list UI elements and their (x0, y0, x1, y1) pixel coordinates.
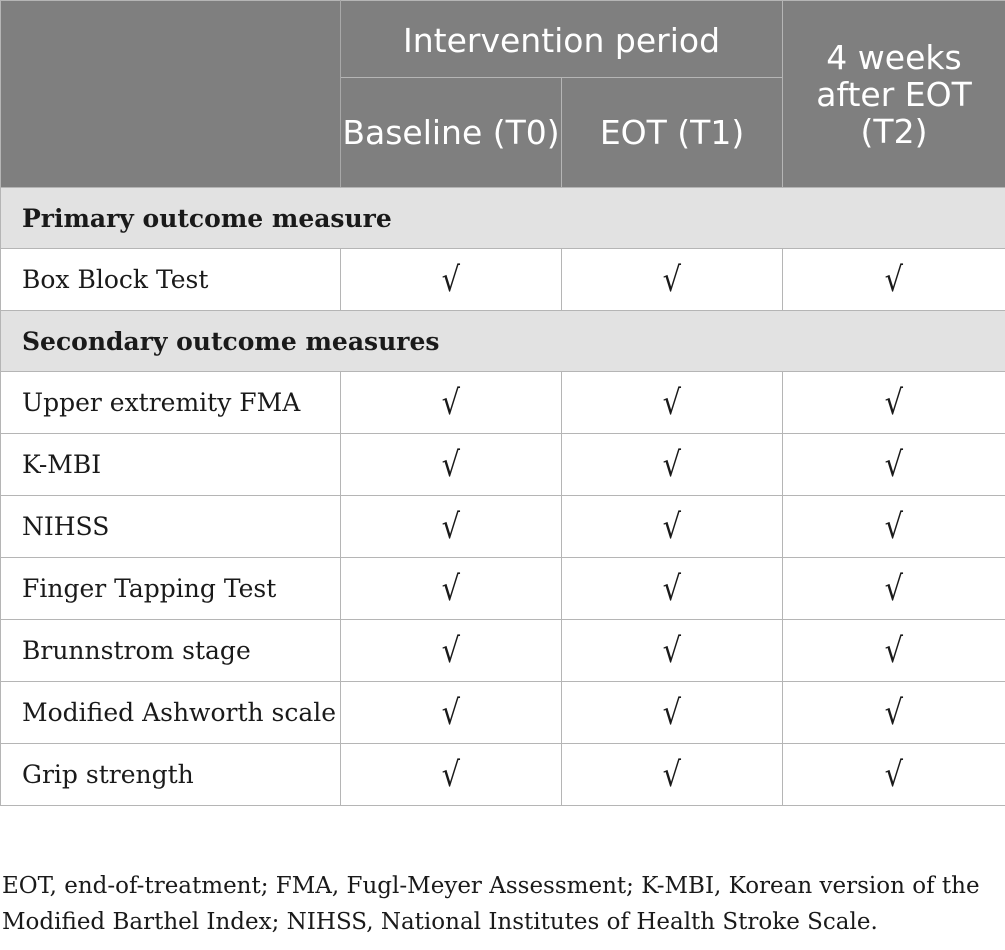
check-mark-t1: √ (562, 558, 783, 620)
check-mark-t2: √ (783, 558, 1005, 620)
table-row (1, 620, 1005, 682)
eot-header: EOT (T1) (562, 78, 783, 188)
header-corner-cell (1, 1, 341, 188)
check-mark-t2: √ (783, 434, 1005, 496)
check-mark-t1: √ (562, 434, 783, 496)
check-mark-t2: √ (783, 372, 1005, 434)
section-row-secondary (1, 311, 1005, 372)
check-mark-t1: √ (562, 372, 783, 434)
table-row (1, 744, 1005, 806)
check-mark-t1: √ (562, 682, 783, 744)
measure-label: Finger Tapping Test (1, 558, 341, 620)
check-mark-t2: √ (783, 620, 1005, 682)
check-mark-t2: √ (783, 744, 1005, 806)
measure-label: K-MBI (1, 434, 341, 496)
check-mark-t0: √ (341, 558, 562, 620)
check-mark-t0: √ (341, 620, 562, 682)
check-mark-t1: √ (562, 744, 783, 806)
section-title: Secondary outcome measures (1, 311, 1005, 372)
check-mark-t2: √ (783, 682, 1005, 744)
check-mark-t2: √ (783, 249, 1005, 311)
check-mark-t0: √ (341, 434, 562, 496)
check-mark-t0: √ (341, 682, 562, 744)
measure-label: Upper extremity FMA (1, 372, 341, 434)
check-mark-t1: √ (562, 496, 783, 558)
measure-label: Modified Ashworth scale (1, 682, 341, 744)
check-mark-t0: √ (341, 496, 562, 558)
table-footnote: EOT, end-of-treatment; FMA, Fugl-Meyer Assessment; K-MBI, Korean version of the Modified Barthel Index; NIHSS, National Institutes of Health Stroke Scale. (2, 873, 980, 935)
measure-label: Grip strength (1, 744, 341, 806)
intervention-period-header: Intervention period (341, 1, 783, 78)
baseline-header: Baseline (T0) (341, 78, 562, 188)
table-row (1, 372, 1005, 434)
check-mark-t1: √ (562, 249, 783, 311)
measure-label: Brunnstrom stage (1, 620, 341, 682)
table-row (1, 434, 1005, 496)
measure-label: Box Block Test (1, 249, 341, 311)
check-mark-t2: √ (783, 496, 1005, 558)
measure-label: NIHSS (1, 496, 341, 558)
section-row-primary (1, 188, 1005, 249)
table-header (1, 1, 1005, 188)
followup-header: 4 weeks after EOT (T2) (783, 1, 1005, 188)
check-mark-t0: √ (341, 249, 562, 311)
section-title: Primary outcome measure (1, 188, 1005, 249)
table-row (1, 496, 1005, 558)
table-row (1, 558, 1005, 620)
check-mark-t1: √ (562, 620, 783, 682)
check-mark-t0: √ (341, 744, 562, 806)
table-row (1, 249, 1005, 311)
check-mark-t0: √ (341, 372, 562, 434)
table-row (1, 682, 1005, 744)
